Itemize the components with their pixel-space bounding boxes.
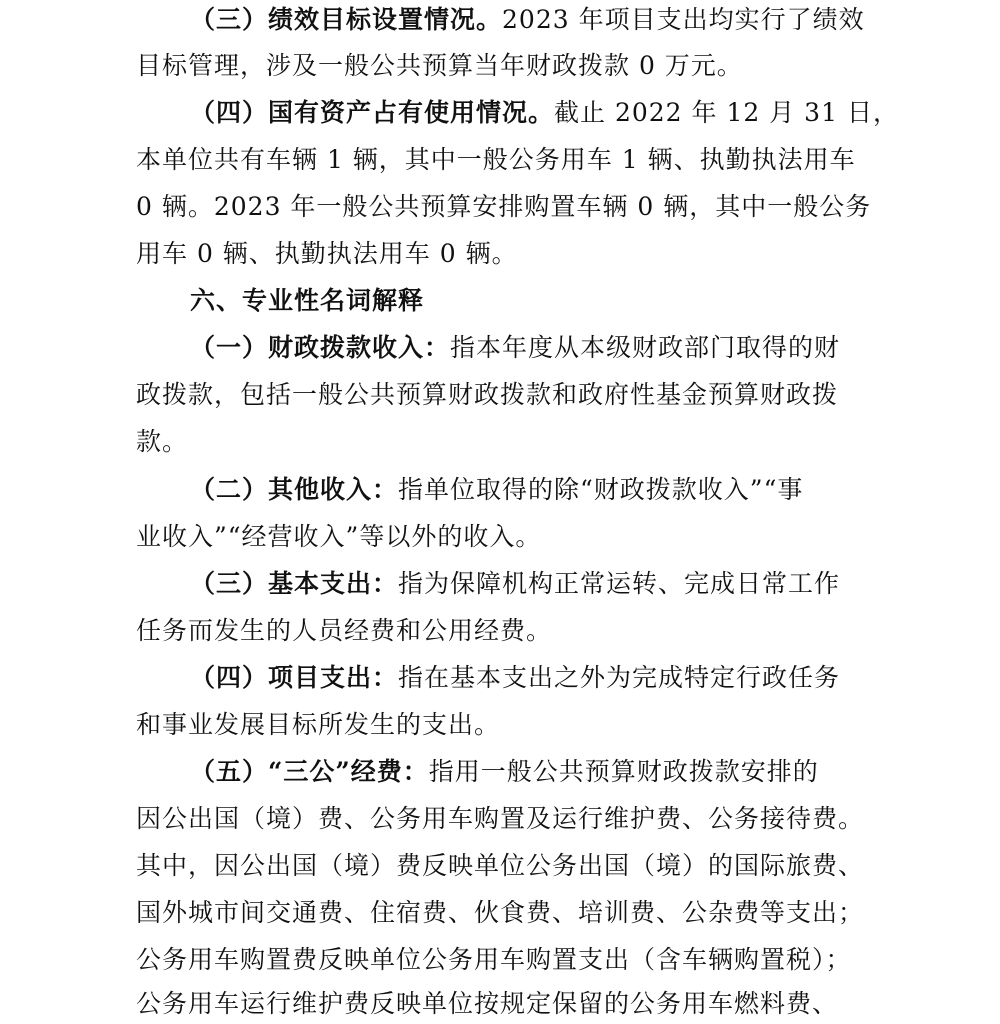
term-5-text: 指用一般公共预算财政拨款安排的: [428, 757, 819, 786]
term-2-line-2: 业收入”“经营收入”等以外的收入。: [136, 522, 542, 551]
paragraph-assets-line-4: 用车 0 辆、执勤执法用车 0 辆。: [136, 239, 518, 268]
term-4-line-2: 和事业发展目标所发生的支出。: [136, 710, 501, 739]
paragraph-assets-label: （四）国有资产占有使用情况。: [190, 98, 555, 127]
term-4-text: 指在基本支出之外为完成特定行政任务: [398, 663, 841, 692]
term-4-line-1: [190, 658, 840, 698]
paragraph-performance-text: 2023 年项目支出均实行了绩效: [502, 5, 865, 34]
section-six-heading: 六、专业性名词解释: [190, 286, 425, 315]
term-5-line-1: [190, 752, 819, 792]
term-1-line-2: 政拨款，包括一般公共预算财政拨款和政府性基金预算财政拨: [136, 380, 839, 409]
paragraph-assets-text: 截止 2022 年 12 月 31 日，: [554, 98, 899, 127]
term-2-line-1: [190, 470, 803, 510]
term-4-label: （四）项目支出：: [190, 663, 399, 692]
term-5-line-6: 公务用车运行维护费反映单位按规定保留的公务用车燃料费、: [136, 989, 839, 1018]
term-5-line-3: 其中，因公出国（境）费反映单位公务出国（境）的国际旅费、: [136, 851, 865, 880]
term-5-label: （五）“三公”经费：: [190, 757, 429, 786]
term-1-line-3: 款。: [136, 427, 189, 456]
term-5-line-2: 因公出国（境）费、公务用车购置及运行维护费、公务接待费。: [136, 804, 865, 833]
paragraph-performance-line-1: [190, 0, 865, 40]
term-3-line-1: [190, 564, 840, 604]
term-3-text: 指为保障机构正常运转、完成日常工作: [398, 569, 841, 598]
term-2-text: 指单位取得的除“财政拨款收入”“事: [398, 475, 804, 504]
term-5-line-4: 国外城市间交通费、住宿费、伙食费、培训费、公杂费等支出；: [136, 898, 865, 927]
term-1-text: 指本年度从本级财政部门取得的财: [450, 333, 841, 362]
term-1-line-1: [190, 328, 840, 368]
term-3-label: （三）基本支出：: [190, 569, 399, 598]
paragraph-performance-line-2: 目标管理，涉及一般公共预算当年财政拨款 0 万元。: [136, 51, 743, 80]
term-3-line-2: 任务而发生的人员经费和公用经费。: [136, 616, 553, 645]
paragraph-assets-line-3: 0 辆。2023 年一般公共预算安排购置车辆 0 辆，其中一般公务: [136, 192, 872, 221]
paragraph-assets-line-1: [190, 93, 899, 133]
term-2-label: （二）其他收入：: [190, 475, 399, 504]
paragraph-performance-label: （三）绩效目标设置情况。: [190, 5, 503, 34]
paragraph-assets-line-2: 本单位共有车辆 1 辆，其中一般公务用车 1 辆、执勤执法用车: [136, 145, 856, 174]
term-1-label: （一）财政拨款收入：: [190, 333, 451, 362]
term-5-line-5: 公务用车购置费反映单位公务用车购置支出（含车辆购置税）；: [136, 945, 852, 974]
